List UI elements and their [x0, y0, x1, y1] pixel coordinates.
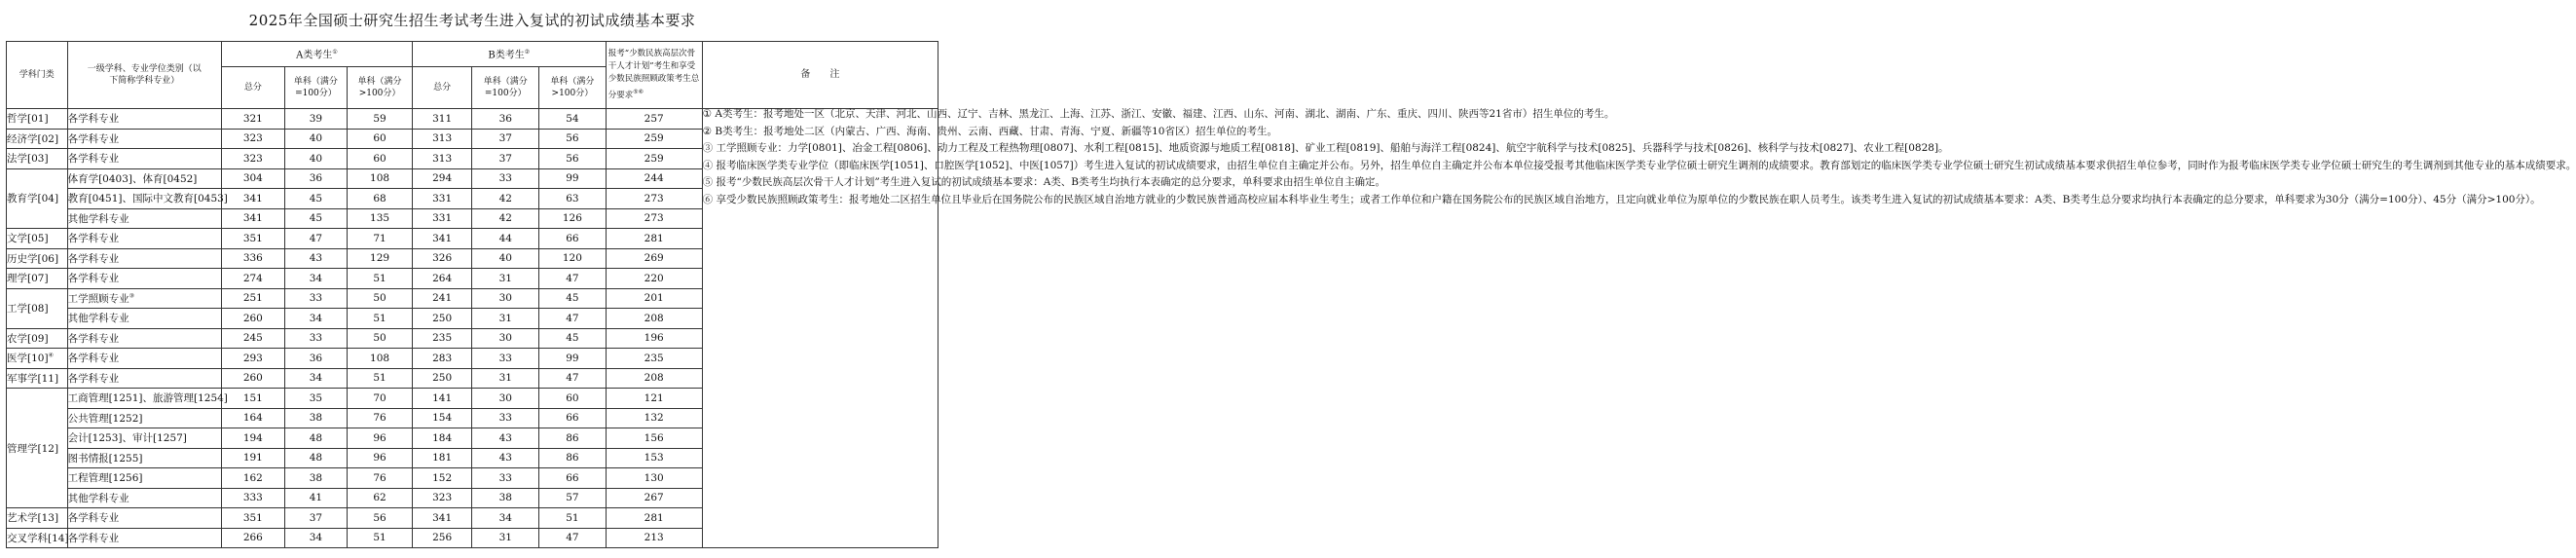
remarks-cell: [702, 108, 2576, 548]
b-single-100-cell: 34: [472, 508, 539, 529]
a-single-gt100-cell: 71: [348, 229, 413, 249]
category-cell: 艺术学[13]: [7, 508, 68, 529]
a-single-100-cell: 34: [284, 528, 348, 548]
remark-note: ③ 工学照顾专业：力学[0801]、冶金工程[0806]、动力工程及工程热物理[0807]、水利工程[0815]、地质资源与地质工程[0818]、矿业工程[0819]、船舶与海洋工程[0824]、航空宇航科学与技术[0825]、兵器科学与技术[0826]、核科学与技术[0827]、农业工程[0828]。: [702, 142, 1949, 155]
b-single-100-cell: 40: [472, 248, 539, 269]
a-total-cell: 151: [222, 389, 285, 409]
category-cell: 法学[03]: [7, 149, 68, 169]
a-single-100-cell: 34: [284, 269, 348, 289]
b-single-gt100-cell: 66: [539, 468, 607, 489]
major-cell: 工程管理[1256]: [67, 468, 221, 489]
special-total-cell: 201: [606, 288, 702, 309]
b-single-gt100-cell: 56: [539, 149, 607, 169]
a-total-cell: 274: [222, 269, 285, 289]
special-total-cell: 281: [606, 508, 702, 529]
major-cell: 各学科专业: [67, 229, 221, 249]
major-cell: 各学科专业: [67, 328, 221, 349]
a-single-100-cell: 36: [284, 168, 348, 189]
a-single-gt100-cell: 59: [348, 109, 413, 130]
special-total-cell: 213: [606, 528, 702, 548]
category-cell: 军事学[11]: [7, 368, 68, 389]
b-single-gt100-cell: 66: [539, 408, 607, 428]
a-single-gt100-cell: 51: [348, 528, 413, 548]
special-total-cell: 259: [606, 149, 702, 169]
a-single-gt100-cell: 60: [348, 149, 413, 169]
a-total-cell: 194: [222, 428, 285, 449]
b-total-cell: 341: [412, 508, 472, 529]
b-single-100-cell: 30: [472, 328, 539, 349]
a-single-gt100-cell: 50: [348, 288, 413, 309]
major-cell: 体育学[0403]、体育[0452]: [67, 168, 221, 189]
a-single-100-cell: 43: [284, 248, 348, 269]
special-total-cell: 244: [606, 168, 702, 189]
a-single-gt100-cell: 96: [348, 428, 413, 449]
a-single-gt100-cell: 108: [348, 168, 413, 189]
header-a-single-100: 单科（满分=100分）: [284, 67, 348, 109]
a-single-100-cell: 45: [284, 208, 348, 229]
b-single-gt100-cell: 47: [539, 528, 607, 548]
b-single-100-cell: 33: [472, 349, 539, 369]
b-single-100-cell: 31: [472, 528, 539, 548]
b-single-100-cell: 33: [472, 408, 539, 428]
a-single-gt100-cell: 76: [348, 468, 413, 489]
special-total-cell: 153: [606, 448, 702, 468]
a-total-cell: 266: [222, 528, 285, 548]
major-cell: 各学科专业: [67, 349, 221, 369]
b-single-gt100-cell: 47: [539, 309, 607, 329]
b-single-gt100-cell: 99: [539, 349, 607, 369]
b-single-gt100-cell: 47: [539, 269, 607, 289]
a-total-cell: 260: [222, 368, 285, 389]
b-single-gt100-cell: 51: [539, 508, 607, 529]
a-single-100-cell: 36: [284, 349, 348, 369]
b-single-gt100-cell: 45: [539, 288, 607, 309]
b-single-100-cell: 37: [472, 149, 539, 169]
a-single-100-cell: 48: [284, 448, 348, 468]
b-single-gt100-cell: 57: [539, 488, 607, 508]
b-total-cell: 331: [412, 208, 472, 229]
special-total-cell: 130: [606, 468, 702, 489]
b-single-gt100-cell: 47: [539, 368, 607, 389]
major-cell: 其他学科专业: [67, 488, 221, 508]
a-total-cell: 323: [222, 129, 285, 149]
a-single-100-cell: 40: [284, 129, 348, 149]
special-total-cell: 267: [606, 488, 702, 508]
major-cell: 其他学科专业: [67, 208, 221, 229]
a-single-gt100-cell: 70: [348, 389, 413, 409]
remark-note: ④ 报考临床医学类专业学位（即临床医学[1051]、口腔医学[1052]、中医[1057]）考生进入复试的初试成绩要求，由招生单位自主确定并公布。另外，招生单位自主确定并公布本单位接受报考其他临床医学类专业学位硕士研究生调剂的成绩要求。教育部划定的临床医学类专业学位硕士研究生初试成绩基本要求供招生单位参考，同时作为报考临床医学类专业学位硕士研究生的考生调剂到其他专业的基本成绩要求。: [702, 159, 2576, 171]
special-total-cell: 132: [606, 408, 702, 428]
a-single-100-cell: 40: [284, 149, 348, 169]
a-single-100-cell: 34: [284, 368, 348, 389]
major-cell: 各学科专业: [67, 508, 221, 529]
special-total-cell: 273: [606, 208, 702, 229]
a-single-100-cell: 47: [284, 229, 348, 249]
category-cell: 工学[08]: [7, 288, 68, 328]
a-total-cell: 351: [222, 229, 285, 249]
b-single-100-cell: 43: [472, 448, 539, 468]
a-single-gt100-cell: 96: [348, 448, 413, 468]
b-total-cell: 283: [412, 349, 472, 369]
a-total-cell: 323: [222, 149, 285, 169]
major-cell: 各学科专业: [67, 269, 221, 289]
a-single-gt100-cell: 51: [348, 368, 413, 389]
b-single-100-cell: 42: [472, 189, 539, 209]
special-total-cell: 281: [606, 229, 702, 249]
b-single-100-cell: 43: [472, 428, 539, 449]
a-total-cell: 293: [222, 349, 285, 369]
b-total-cell: 313: [412, 129, 472, 149]
b-total-cell: 152: [412, 468, 472, 489]
major-cell: 各学科专业: [67, 109, 221, 130]
b-single-100-cell: 33: [472, 168, 539, 189]
major-cell: 工商管理[1251]、旅游管理[1254]: [67, 389, 221, 409]
major-cell: 各学科专业: [67, 368, 221, 389]
a-total-cell: 341: [222, 208, 285, 229]
a-total-cell: 260: [222, 309, 285, 329]
b-total-cell: 326: [412, 248, 472, 269]
a-single-100-cell: 35: [284, 389, 348, 409]
b-total-cell: 235: [412, 328, 472, 349]
b-single-100-cell: 30: [472, 389, 539, 409]
a-single-100-cell: 48: [284, 428, 348, 449]
a-total-cell: 321: [222, 109, 285, 130]
header-a-total: 总分: [222, 67, 285, 109]
b-total-cell: 323: [412, 488, 472, 508]
header-a-single-gt100: 单科（满分>100分）: [348, 67, 413, 109]
b-single-100-cell: 37: [472, 129, 539, 149]
a-total-cell: 351: [222, 508, 285, 529]
header-special: 报考“少数民族高层次骨干人才计划”考生和享受少数民族照顾政策考生总分要求⑤⑥: [606, 42, 702, 109]
a-single-100-cell: 34: [284, 309, 348, 329]
header-b-total: 总分: [412, 67, 472, 109]
a-single-gt100-cell: 62: [348, 488, 413, 508]
a-total-cell: 336: [222, 248, 285, 269]
major-cell: 公共管理[1252]: [67, 408, 221, 428]
header-major: 一级学科、专业学位类别（以下简称学科专业）: [67, 42, 221, 109]
b-total-cell: 181: [412, 448, 472, 468]
a-total-cell: 333: [222, 488, 285, 508]
major-cell: 工学照顾专业③: [67, 288, 221, 309]
special-total-cell: 208: [606, 368, 702, 389]
b-single-100-cell: 31: [472, 309, 539, 329]
b-single-100-cell: 42: [472, 208, 539, 229]
a-single-100-cell: 33: [284, 288, 348, 309]
b-single-gt100-cell: 45: [539, 328, 607, 349]
a-total-cell: 164: [222, 408, 285, 428]
special-total-cell: 196: [606, 328, 702, 349]
special-total-cell: 269: [606, 248, 702, 269]
remark-note: ② B类考生：报考地处二区（内蒙古、广西、海南、贵州、云南、西藏、甘肃、青海、宁夏、新疆等10省区）招生单位的考生。: [702, 125, 1277, 137]
a-single-gt100-cell: 56: [348, 508, 413, 529]
major-cell: 会计[1253]、审计[1257]: [67, 428, 221, 449]
category-cell: 历史学[06]: [7, 248, 68, 269]
a-single-gt100-cell: 51: [348, 309, 413, 329]
a-total-cell: 245: [222, 328, 285, 349]
a-single-gt100-cell: 51: [348, 269, 413, 289]
special-total-cell: 220: [606, 269, 702, 289]
special-total-cell: 259: [606, 129, 702, 149]
category-cell: 管理学[12]: [7, 389, 68, 508]
a-total-cell: 162: [222, 468, 285, 489]
b-single-100-cell: 30: [472, 288, 539, 309]
b-total-cell: 241: [412, 288, 472, 309]
major-cell: 各学科专业: [67, 248, 221, 269]
category-cell: 理学[07]: [7, 269, 68, 289]
category-cell: 农学[09]: [7, 328, 68, 349]
category-cell: 交叉学科[14]: [7, 528, 68, 548]
major-cell: 各学科专业: [67, 149, 221, 169]
b-single-100-cell: 36: [472, 109, 539, 130]
b-total-cell: 154: [412, 408, 472, 428]
b-single-gt100-cell: 54: [539, 109, 607, 130]
b-total-cell: 141: [412, 389, 472, 409]
b-single-gt100-cell: 99: [539, 168, 607, 189]
a-single-100-cell: 41: [284, 488, 348, 508]
special-total-cell: 273: [606, 189, 702, 209]
a-single-gt100-cell: 50: [348, 328, 413, 349]
b-single-gt100-cell: 56: [539, 129, 607, 149]
major-cell: 图书情报[1255]: [67, 448, 221, 468]
category-cell: 哲学[01]: [7, 109, 68, 130]
remark-note: ⑤ 报考“少数民族高层次骨干人才计划”考生进入复试的初试成绩基本要求：A类、B类考生均执行本表确定的总分要求，单科要求由招生单位自主确定。: [702, 176, 1386, 189]
major-cell: 其他学科专业: [67, 309, 221, 329]
header-b-class: B类考生②: [412, 42, 606, 67]
b-single-gt100-cell: 126: [539, 208, 607, 229]
major-cell: 教育[0451]、国际中文教育[0453]: [67, 189, 221, 209]
special-total-cell: 257: [606, 109, 702, 130]
a-total-cell: 341: [222, 189, 285, 209]
b-single-gt100-cell: 60: [539, 389, 607, 409]
remark-note: ⑥ 享受少数民族照顾政策考生：报考地处二区招生单位且毕业后在国务院公布的民族区域自治地方就业的少数民族普通高校应届本科毕业生考生；或者工作单位和户籍在国务院公布的民族区域自治地方，且定向就业单位为原单位的少数民族在职人员考生。该类考生进入复试的初试成绩基本要求：A类、B类考生总分要求均执行本表确定的总分要求，单科要求为30分（满分=100分）、45分（满分>100分）。: [702, 193, 2541, 205]
b-single-gt100-cell: 66: [539, 229, 607, 249]
a-single-gt100-cell: 76: [348, 408, 413, 428]
b-single-100-cell: 31: [472, 269, 539, 289]
category-cell: 文学[05]: [7, 229, 68, 249]
a-single-gt100-cell: 129: [348, 248, 413, 269]
a-total-cell: 251: [222, 288, 285, 309]
b-total-cell: 313: [412, 149, 472, 169]
b-single-100-cell: 31: [472, 368, 539, 389]
a-single-100-cell: 45: [284, 189, 348, 209]
special-total-cell: 121: [606, 389, 702, 409]
b-total-cell: 256: [412, 528, 472, 548]
b-single-100-cell: 33: [472, 468, 539, 489]
a-single-100-cell: 38: [284, 468, 348, 489]
header-b-single-gt100: 单科（满分>100分）: [539, 67, 607, 109]
b-single-100-cell: 44: [472, 229, 539, 249]
b-single-gt100-cell: 63: [539, 189, 607, 209]
a-single-gt100-cell: 60: [348, 129, 413, 149]
category-cell: 教育学[04]: [7, 168, 68, 229]
b-total-cell: 294: [412, 168, 472, 189]
b-single-gt100-cell: 86: [539, 428, 607, 449]
b-total-cell: 341: [412, 229, 472, 249]
special-total-cell: 235: [606, 349, 702, 369]
header-a-class: A类考生①: [222, 42, 413, 67]
b-total-cell: 311: [412, 109, 472, 130]
remark-note: ① A类考生：报考地处一区（北京、天津、河北、山西、辽宁、吉林、黑龙江、上海、江苏、浙江、安徽、福建、江西、山东、河南、湖北、湖南、广东、重庆、四川、陕西等21省市）招生单位的考生。: [702, 108, 1615, 120]
b-single-gt100-cell: 86: [539, 448, 607, 468]
a-single-100-cell: 38: [284, 408, 348, 428]
category-cell: 医学[10]④: [7, 349, 68, 369]
b-total-cell: 331: [412, 189, 472, 209]
b-total-cell: 250: [412, 368, 472, 389]
header-b-single-100: 单科（满分=100分）: [472, 67, 539, 109]
header-category: 学科门类: [7, 42, 68, 109]
special-total-cell: 156: [606, 428, 702, 449]
major-cell: 各学科专业: [67, 129, 221, 149]
b-total-cell: 264: [412, 269, 472, 289]
b-single-gt100-cell: 120: [539, 248, 607, 269]
a-total-cell: 304: [222, 168, 285, 189]
a-total-cell: 191: [222, 448, 285, 468]
a-single-100-cell: 37: [284, 508, 348, 529]
category-cell: 经济学[02]: [7, 129, 68, 149]
b-single-100-cell: 38: [472, 488, 539, 508]
a-single-100-cell: 33: [284, 328, 348, 349]
special-total-cell: 208: [606, 309, 702, 329]
b-total-cell: 184: [412, 428, 472, 449]
table-row: [7, 109, 938, 130]
a-single-gt100-cell: 108: [348, 349, 413, 369]
b-total-cell: 250: [412, 309, 472, 329]
a-single-100-cell: 39: [284, 109, 348, 130]
score-requirements-table: [6, 41, 2576, 548]
a-single-gt100-cell: 135: [348, 208, 413, 229]
a-single-gt100-cell: 68: [348, 189, 413, 209]
page-title: 2025年全国硕士研究生招生考试考生进入复试的初试成绩基本要求: [248, 12, 696, 29]
major-cell: 各学科专业: [67, 528, 221, 548]
header-remarks: 备 注: [702, 42, 938, 109]
